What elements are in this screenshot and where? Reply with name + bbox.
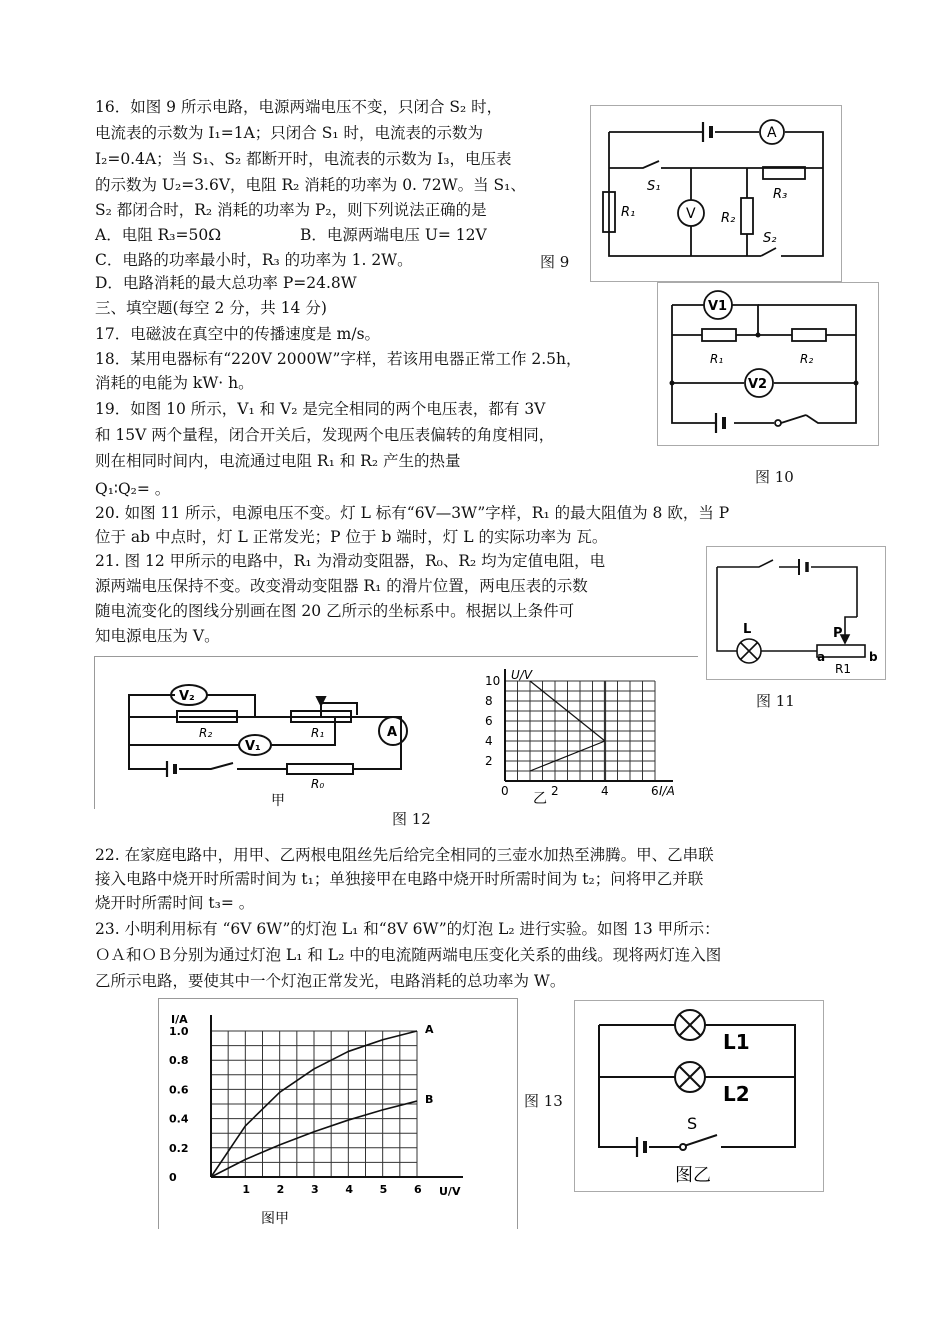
- fig11-caption: 图 11: [756, 692, 795, 710]
- fig9-r2-label: R₂: [721, 211, 736, 226]
- y-axis-label: U/V: [511, 668, 533, 682]
- y-tick-label: 0.6: [169, 1083, 189, 1097]
- fig11-end-b-label: b: [869, 650, 878, 664]
- fig13-circuit-label: 图乙: [675, 1165, 711, 1186]
- fig13-caption: 图 13: [524, 1092, 563, 1110]
- fig9-r1-label: R₁: [621, 205, 636, 220]
- x-tick-label: 5: [379, 1183, 388, 1196]
- q17-text: 17．电磁波在真空中的传播速度是 m/s。: [95, 325, 381, 343]
- q20-line1: 20. 如图 11 所示，电源电压不变。灯 L 标有“6V—3W”字样，R₁ 的最大阻值为 8 欧，当 P: [95, 504, 730, 522]
- x-tick-label: 0: [501, 784, 509, 798]
- x-tick-label: 4: [345, 1183, 353, 1196]
- q18-line1: 18．某用电器标有“220V 2000W”字样，若该用电器正常工作 2.5h，: [95, 350, 582, 368]
- fig10-r1-label: R₁: [710, 352, 724, 366]
- q23-line2: ＯＡ和ＯＢ分别为通过灯泡 L₁ 和 L₂ 中的电流随两端电压变化关系的曲线。现将两灯连入图: [95, 946, 722, 964]
- fig9-caption: 图 9: [540, 253, 570, 271]
- fig11-slider-label: P: [833, 626, 843, 641]
- fig10-r2-label: R₂: [800, 352, 814, 366]
- x-tick-label: 1: [242, 1183, 250, 1196]
- q16-line1: 16．如图 9 所示电路，电源两端电压不变，只闭合 S₂ 时，: [95, 98, 503, 116]
- fig9-s1-label: S₁: [647, 179, 661, 194]
- q19-line2: 和 15V 两个量程，闭合开关后，发现两个电压表偏转的角度相同，: [95, 426, 555, 444]
- q16-option-c: C．电路的功率最小时，R₃ 的功率为 1. 2W。: [95, 251, 413, 269]
- fig13-chart-frame: [158, 998, 518, 1229]
- q16-option-b: B．电源两端电压 U= 12V: [300, 226, 487, 244]
- fig13-iu-chart: [169, 1013, 463, 1198]
- q19-line1: 19．如图 10 所示，V₁ 和 V₂ 是完全相同的两个电压表，都有 3V: [95, 400, 546, 418]
- fig9-circuit: [590, 105, 842, 282]
- fig13-l2-label: L2: [723, 1082, 750, 1106]
- fig10-v2-label: V2: [748, 377, 768, 392]
- fig11-rheostat-label: R1: [835, 662, 851, 676]
- fig9-ammeter-label: A: [767, 125, 777, 141]
- fig12-caption: 图 12: [392, 810, 431, 828]
- q21-line2: 源两端电压保持不变。改变滑动变阻器 R₁ 的滑片位置，两电压表的示数: [95, 577, 588, 595]
- x-tick-label: 6: [414, 1183, 422, 1196]
- q16-line2: 电流表的示数为 I₁=1A；只闭合 S₁ 时，电流表的示数为: [95, 124, 483, 142]
- y-tick-label: 8: [485, 694, 493, 708]
- q22-line1: 22. 在家庭电路中，用甲、乙两根电阻丝先后给完全相同的三壶水加热至沸腾。甲、乙串联: [95, 846, 714, 864]
- x-tick-label: 2: [276, 1183, 285, 1196]
- q16-option-a: A．电阻 R₃=50Ω: [95, 226, 222, 244]
- q21-line3: 随电流变化的图线分别画在图 20 乙所示的坐标系中。根据以上条件可: [95, 602, 575, 620]
- fig12-uv-chart: [485, 668, 675, 798]
- fig10-caption: 图 10: [755, 468, 794, 486]
- fig12-frame: [94, 656, 698, 809]
- fig12-v2-label: V₂: [179, 689, 195, 704]
- section-fill-in-heading: 三、填空题(每空 2 分，共 14 分): [95, 299, 327, 317]
- x-axis-label: U/V: [439, 1185, 461, 1198]
- y-axis-label: I/A: [171, 1013, 188, 1026]
- fig12-r2-label: R₂: [199, 726, 213, 740]
- fig10-v1-label: V1: [708, 299, 728, 314]
- y-tick-label: 4: [485, 734, 493, 748]
- x-tick-label: 3: [311, 1183, 319, 1196]
- q21-line4: 知电源电压为 V。: [95, 627, 220, 645]
- fig12-chart-label: 乙: [533, 791, 547, 807]
- fig10-circuit: [657, 282, 879, 446]
- q21-line1: 21. 图 12 甲所示的电路中，R₁ 为滑动变阻器，R₀、R₂ 均为定值电阻，电: [95, 552, 606, 570]
- q23-line1: 23. 小明利用标有 “6V 6W”的灯泡 L₁ 和“8V 6W”的灯泡 L₂ 进行实验。如图 13 甲所示：: [95, 920, 720, 938]
- x-tick-label: 4: [601, 784, 609, 798]
- q23-line3: 乙所示电路，要使其中一个灯泡正常发光，电路消耗的总功率为 W。: [95, 972, 566, 990]
- y-tick-label: 0.2: [169, 1141, 189, 1155]
- q19-line4: Q₁∶Q₂= 。: [95, 480, 171, 498]
- fig9-r3-label: R₃: [773, 187, 788, 202]
- x-tick-label: 2: [551, 784, 559, 798]
- y-tick-label: 10: [485, 674, 501, 688]
- y-tick-label: 1.0: [169, 1025, 189, 1038]
- q19-line3: 则在相同时间内，电流通过电阻 R₁ 和 R₂ 产生的热量: [95, 452, 461, 470]
- y-tick-label: 0.4: [169, 1112, 189, 1126]
- fig12-v1-label: V₁: [245, 739, 261, 754]
- fig12-circuit-label: 甲: [271, 793, 285, 809]
- x-tick-label: 6: [651, 784, 659, 798]
- y-tick-label: 2: [485, 754, 493, 768]
- y-tick-label: 0: [169, 1171, 177, 1184]
- series-label-A: A: [425, 1023, 434, 1036]
- fig12-r0-label: R₀: [311, 777, 325, 791]
- y-tick-label: 0.8: [169, 1054, 189, 1068]
- fig11-lamp-label: L: [743, 622, 752, 637]
- series-label-B: B: [425, 1093, 434, 1107]
- fig12-r1-label: R₁: [311, 726, 325, 740]
- x-axis-label: I/A: [659, 784, 675, 798]
- q18-line2: 消耗的电能为 kW· h。: [95, 374, 254, 392]
- fig11-end-a-label: a: [817, 650, 826, 664]
- fig9-voltmeter-label: V: [686, 206, 696, 222]
- fig11-circuit: [706, 546, 886, 680]
- q16-line5: S₂ 都闭合时，R₂ 消耗的功率为 P₂，则下列说法正确的是: [95, 201, 487, 219]
- q20-line2: 位于 ab 中点时，灯 L 正常发光；P 位于 b 端时，灯 L 的实际功率为 瓦。: [95, 528, 608, 546]
- fig13-chart-caption: 图甲: [261, 1211, 289, 1227]
- fig13-switch-label: S: [687, 1114, 698, 1133]
- q22-line2: 接入电路中烧开时所需时间为 t₁；单独接甲在电路中烧开时所需时间为 t₂；问将甲乙并联: [95, 870, 704, 888]
- fig13-circuit: [574, 1000, 824, 1192]
- q22-line3: 烧开时所需时间 t₃= 。: [95, 894, 255, 912]
- q16-line3: I₂=0.4A；当 S₁、S₂ 都断开时，电流表的示数为 I₃，电压表: [95, 150, 512, 168]
- fig9-s2-label: S₂: [763, 231, 777, 246]
- q16-option-d: D．电路消耗的最大总功率 P=24.8W: [95, 274, 357, 292]
- q16-line4: 的示数为 U₂=3.6V，电阻 R₂ 消耗的功率为 0. 72W。当 S₁、: [95, 176, 526, 194]
- y-tick-label: 6: [485, 714, 493, 728]
- fig12-ammeter-label: A: [387, 725, 398, 740]
- fig13-l1-label: L1: [723, 1030, 750, 1054]
